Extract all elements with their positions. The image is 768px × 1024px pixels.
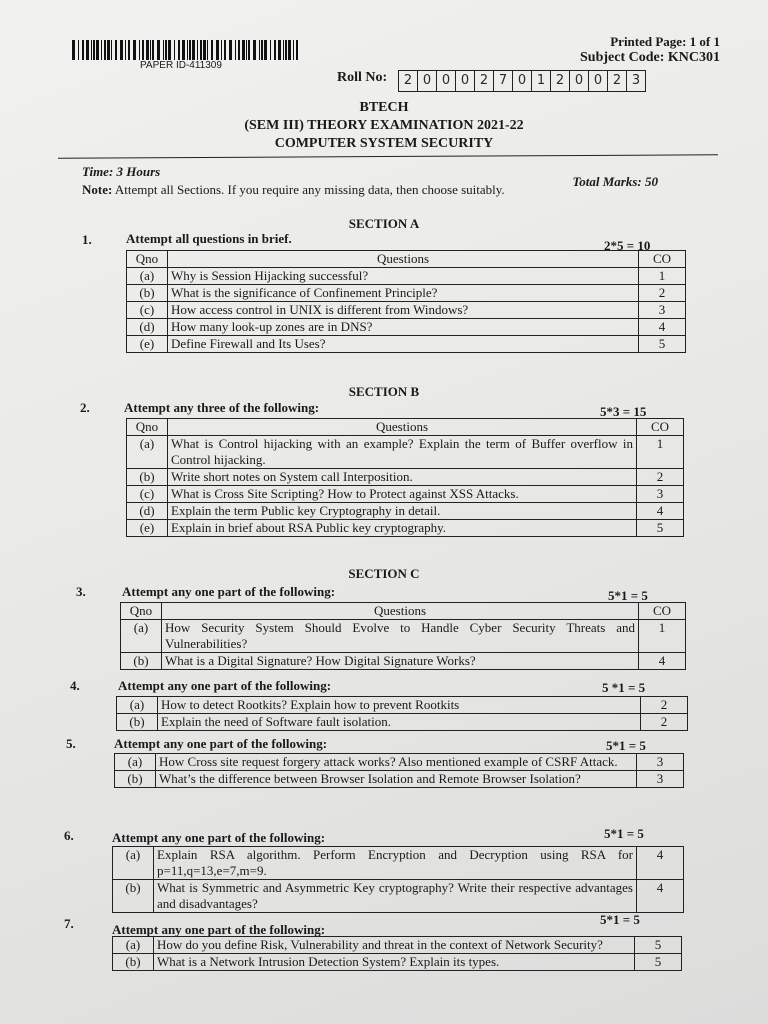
roll-digit: 3 [631,73,641,88]
q5-table [114,753,684,788]
barcode-bar [168,40,171,60]
barcode-bar [133,40,136,60]
qno-header: Qno [121,603,162,620]
q5-marks: 5*1 = 5 [606,738,646,753]
table-row [127,486,684,503]
section-b-title: SECTION B [348,384,420,399]
roll-digit: 7 [494,71,513,91]
barcode-bar [72,40,75,60]
question-text: Explain RSA algorithm. Perform Encryption and Decryption using RSA for p=11,q=13,e=7,m=9. [154,847,637,880]
question-number: 2. [80,400,90,415]
question-text: What is the significance of Confinement Principle? [168,285,639,302]
table-row [113,937,682,954]
question-number: 3. [76,584,86,599]
note-label: Note: [82,182,113,197]
question-text: How to detect Rootkits? Explain how to prevent Rootkits [158,697,641,714]
barcode-bar [82,40,84,60]
co-header: CO [639,251,686,268]
barcode-bar [187,40,188,60]
course-outcome: 4 [637,503,684,520]
barcode-bar [120,40,123,60]
paper-id: PAPER ID-411309 [140,60,222,71]
questions-header: Questions [168,251,639,268]
note [82,182,505,198]
question-label: (a) [121,620,162,653]
table-row [113,880,684,913]
question-text: What is Symmetric and Asymmetric Key cryptography? Write their respective advantages and disadvantages? [154,880,637,913]
section-a-instruction: Attempt all questions in brief. [126,231,292,246]
question-text: What is Cross Site Scripting? How to Protect against XSS Attacks. [168,486,637,503]
co-header: CO [637,419,684,436]
exam-title: (SEM III) THEORY EXAMINATION 2021-22 [244,118,524,133]
course-outcome: 3 [639,302,686,319]
barcode-bar [192,40,195,60]
barcode-bar [125,40,126,60]
q3-table [120,602,686,670]
question-label: (b) [113,954,154,971]
qno-header: Qno [127,251,168,268]
section-a-table [126,250,686,353]
q6-table [112,846,684,913]
q4-marks: 5 *1 = 5 [602,680,646,695]
barcode-bar [142,40,144,60]
barcode [72,40,300,60]
question-label: (b) [127,285,168,302]
question-text: Why is Session Hijacking successful? [168,268,639,285]
roll-digit: 2 [608,71,627,91]
barcode-bar [78,40,79,60]
course-outcome: 4 [637,880,684,913]
question-label: (c) [127,486,168,503]
barcode-bar [200,40,202,60]
course-outcome: 5 [635,937,682,954]
barcode-bar [128,40,130,60]
barcode-bar [107,40,110,60]
barcode-bar [139,40,140,60]
roll-digit: 1 [532,71,551,91]
q7-instruction: Attempt any one part of the following: [112,922,326,937]
barcode-bar [224,40,226,60]
question-text: What is Control hijacking with an example? Explain the term of Buffer overflow in Control hijacking. [168,436,637,469]
barcode-bar [238,40,240,60]
roll-digit: 0 [589,71,608,91]
table-row [117,697,688,714]
course-outcome: 1 [639,620,686,653]
barcode-bar [235,40,236,60]
question-label: (a) [115,754,156,771]
programme: BTECH [359,100,409,115]
questions-header: Questions [162,603,639,620]
section-c-title: SECTION C [348,566,420,581]
course-outcome: 2 [639,285,686,302]
barcode-bar [274,40,276,60]
total-marks: Total Marks: 50 [572,174,658,189]
q3-instruction: Attempt any one part of the following: [122,584,336,599]
question-label: (a) [127,268,168,285]
barcode-bar [253,40,256,60]
table-header-row [121,603,686,620]
course-outcome: 2 [637,469,684,486]
barcode-bar [278,40,281,60]
question-label: (a) [113,937,154,954]
roll-digit: 0 [456,71,475,91]
roll-digit: 2 [399,71,418,91]
q7-marks: 5*1 = 5 [600,912,640,927]
course-outcome: 2 [641,697,688,714]
co-header: CO [639,603,686,620]
section-a-marks: 2*5 = 10 [604,238,651,253]
table-row [127,469,684,486]
table-header-row [127,251,686,268]
question-label: (d) [127,319,168,336]
barcode-bar [174,40,175,60]
table-row [127,319,686,336]
barcode-bar [270,40,271,60]
question-text: How Cross site request forgery attack works? Also mentioned example of CSRF Attack. [156,754,637,771]
table-row [121,653,686,670]
barcode-bar [189,40,191,60]
barcode-bar [86,40,89,60]
roll-digit: 0 [418,71,437,91]
question-label: (a) [127,436,168,469]
course-outcome: 5 [637,520,684,537]
barcode-bar [178,40,180,60]
barcode-bar [163,40,164,60]
question-number: 1. [82,232,92,247]
question-label: (e) [127,336,168,353]
question-text: Explain the term Public key Cryptography in detail. [168,503,637,520]
course-outcome: 1 [639,268,686,285]
barcode-bar [296,40,298,60]
barcode-bar [91,40,92,60]
question-label: (b) [113,880,154,913]
section-a-title: SECTION A [348,216,420,231]
barcode-bar [146,40,149,60]
table-row [127,285,686,302]
course-outcome: 5 [639,336,686,353]
roll-digit: 0 [513,71,532,91]
barcode-bar [248,40,250,60]
question-number: 7. [64,916,74,931]
question-text: Explain the need of Software fault isolation. [158,714,641,731]
barcode-bar [207,40,208,60]
barcode-bar [104,40,106,60]
q3-marks: 5*1 = 5 [608,588,648,603]
table-row [127,520,684,537]
barcode-bar [261,40,263,60]
course-outcome: 2 [641,714,688,731]
question-text: What’s the difference between Browser Isolation and Remote Browser Isolation? [156,771,637,788]
barcode-bar [293,40,294,60]
table-row [127,336,686,353]
q7-table [112,936,682,971]
exam-time: Time: 3 Hours [82,164,161,179]
question-text: What is a Network Intrusion Detection System? Explain its types. [154,954,635,971]
barcode-bar [115,40,117,60]
barcode-bar [264,40,267,60]
q6-instruction: Attempt any one part of the following: [112,830,326,845]
table-row [127,503,684,520]
barcode-bar [246,40,247,60]
table-row [113,954,682,971]
barcode-bar [221,40,222,60]
question-text: How do you define Risk, Vulnerability and threat in the context of Network Security? [154,937,635,954]
question-text: How Security System Should Evolve to Handle Cyber Security Threats and Vulnerabilities? [162,620,639,653]
question-label: (e) [127,520,168,537]
barcode-bar [157,40,160,60]
barcode-bar [211,40,213,60]
barcode-bar [259,40,260,60]
section-b-marks: 5*3 = 15 [600,404,647,419]
course-outcome: 5 [635,954,682,971]
roll-digit: 2 [551,71,570,91]
roll-label: Roll No: [337,70,388,85]
printed-page: Printed Page: 1 of 1 [610,34,720,49]
question-text: Explain in brief about RSA Public key cryptography. [168,520,637,537]
questions-header: Questions [168,419,637,436]
section-b-instruction: Attempt any three of the following: [124,400,320,415]
barcode-bar [165,40,167,60]
table-row [113,847,684,880]
barcode-bar [111,40,112,60]
course-outcome: 4 [637,847,684,880]
roll-digit: 0 [437,71,456,91]
question-label: (a) [117,697,158,714]
course-outcome: 4 [639,319,686,336]
note-text: Attempt all Sections. If you require any missing data, then choose suitably. [112,182,505,197]
table-row [127,302,686,319]
q6-marks: 5*1 = 5 [604,826,644,841]
qno-header: Qno [127,419,168,436]
barcode-bar [285,40,287,60]
barcode-bar [152,40,154,60]
question-text: Write short notes on System call Interposition. [168,469,637,486]
q5-instruction: Attempt any one part of the following: [114,736,328,751]
barcode-bar [216,40,219,60]
subject-code: Subject Code: KNC301 [580,50,720,65]
course-title: COMPUTER SYSTEM SECURITY [274,136,494,151]
barcode-bar [96,40,99,60]
barcode-bar [150,40,151,60]
question-label: (c) [127,302,168,319]
course-outcome: 3 [637,771,684,788]
question-number: 6. [64,828,74,843]
question-text: What is a Digital Signature? How Digital Signature Works? [162,653,639,670]
course-outcome: 3 [637,754,684,771]
table-row [127,268,686,285]
table-row [127,436,684,469]
question-label: (b) [127,469,168,486]
table-header-row [127,419,684,436]
course-outcome: 1 [637,436,684,469]
roll-digit: 2 [475,71,494,91]
q4-instruction: Attempt any one part of the following: [118,678,332,693]
question-label: (b) [121,653,162,670]
barcode-bar [197,40,198,60]
question-label: (a) [113,847,154,880]
table-row [115,754,684,771]
question-text: Define Firewall and Its Uses? [168,336,639,353]
barcode-bar [242,40,245,60]
table-row [115,771,684,788]
section-b-table [126,418,684,537]
header-divider [58,154,718,158]
barcode-bar [288,40,291,60]
barcode-bar [203,40,206,60]
roll-number-boxes [398,70,646,92]
barcode-bar [182,40,185,60]
barcode-bar [283,40,284,60]
question-label: (b) [117,714,158,731]
question-label: (d) [127,503,168,520]
question-label: (b) [115,771,156,788]
barcode-bar [93,40,95,60]
question-text: How many look-up zones are in DNS? [168,319,639,336]
barcode-bar [101,40,102,60]
course-outcome: 3 [637,486,684,503]
course-outcome: 4 [639,653,686,670]
roll-digit: 0 [570,71,589,91]
table-row [121,620,686,653]
table-row [117,714,688,731]
question-number: 5. [66,736,76,751]
question-number: 4. [70,678,80,693]
q4-table [116,696,688,731]
question-text: How access control in UNIX is different from Windows? [168,302,639,319]
barcode-bar [229,40,232,60]
